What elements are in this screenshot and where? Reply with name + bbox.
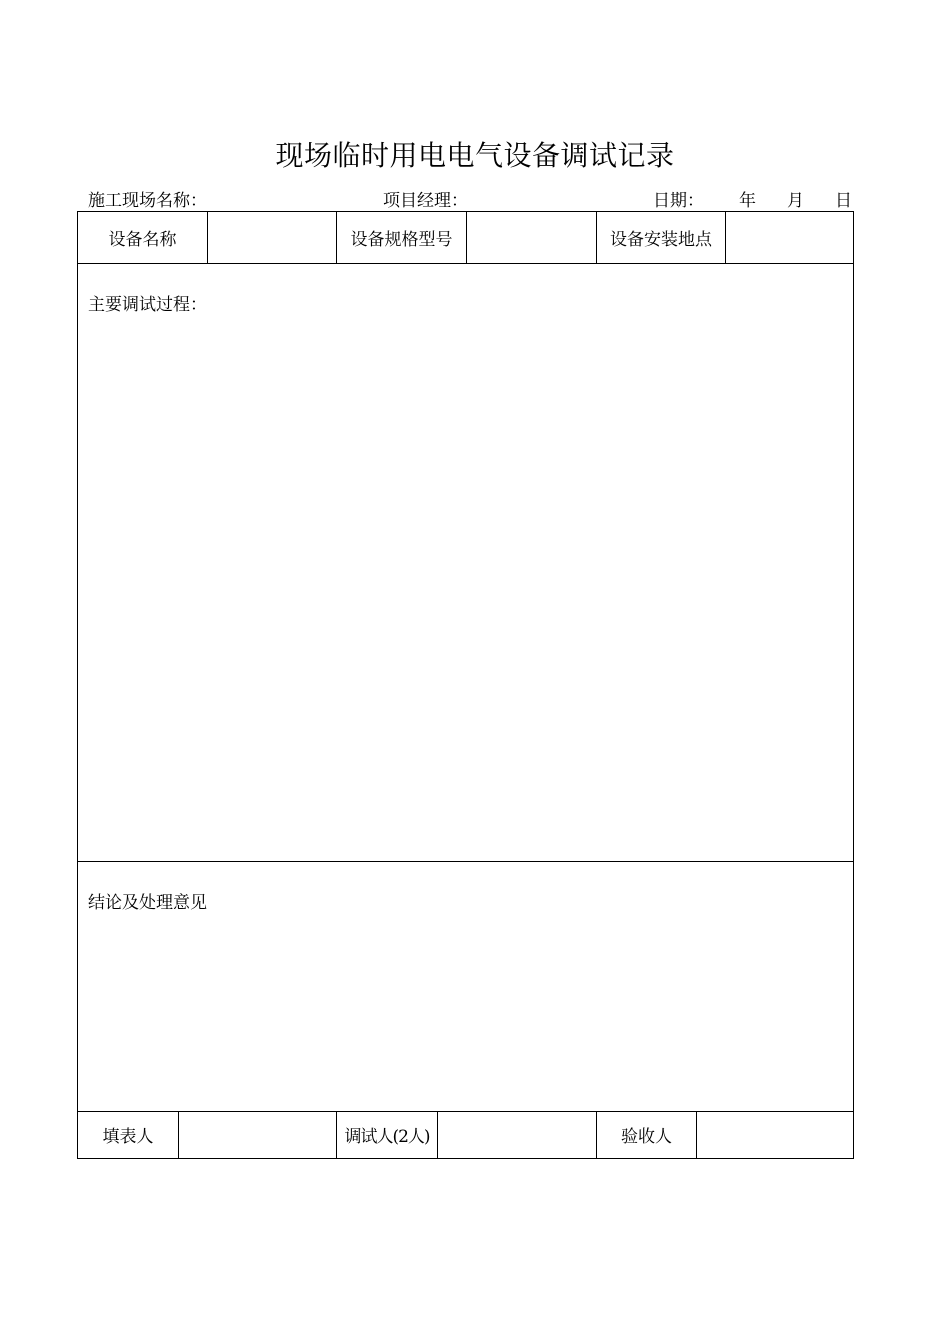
filler-field[interactable] <box>179 1112 335 1157</box>
date-year-label: 年 <box>739 191 756 211</box>
device-spec-label: 设备规格型号 <box>350 230 453 250</box>
device-name-label: 设备名称 <box>108 230 177 250</box>
device-spec-field[interactable] <box>467 213 595 262</box>
install-location-label: 设备安装地点 <box>610 230 712 250</box>
tester-label: 调试人(2人) <box>344 1127 430 1147</box>
date-month-label: 月 <box>787 191 804 211</box>
acceptor-field[interactable] <box>697 1112 853 1157</box>
filler-label: 填表人 <box>102 1127 154 1147</box>
tester-field[interactable] <box>438 1112 595 1157</box>
process-label: 主要调试过程： <box>88 295 207 315</box>
acceptor-label: 验收人 <box>621 1127 672 1147</box>
site-name-label: 施工现场名称： <box>88 191 207 211</box>
manager-label: 项目经理： <box>383 191 468 211</box>
conclusion-field[interactable] <box>78 914 853 1110</box>
date-day-label: 日 <box>835 191 852 211</box>
record-table <box>77 211 854 1159</box>
row-divider <box>78 861 853 862</box>
date-label: 日期： <box>653 191 704 211</box>
install-location-field[interactable] <box>726 213 853 262</box>
conclusion-label: 结论及处理意见 <box>88 893 207 913</box>
device-name-field[interactable] <box>208 213 335 262</box>
page-title: 现场临时用电电气设备调试记录 <box>275 139 675 172</box>
row-divider <box>78 263 853 264</box>
process-field[interactable] <box>78 316 853 860</box>
